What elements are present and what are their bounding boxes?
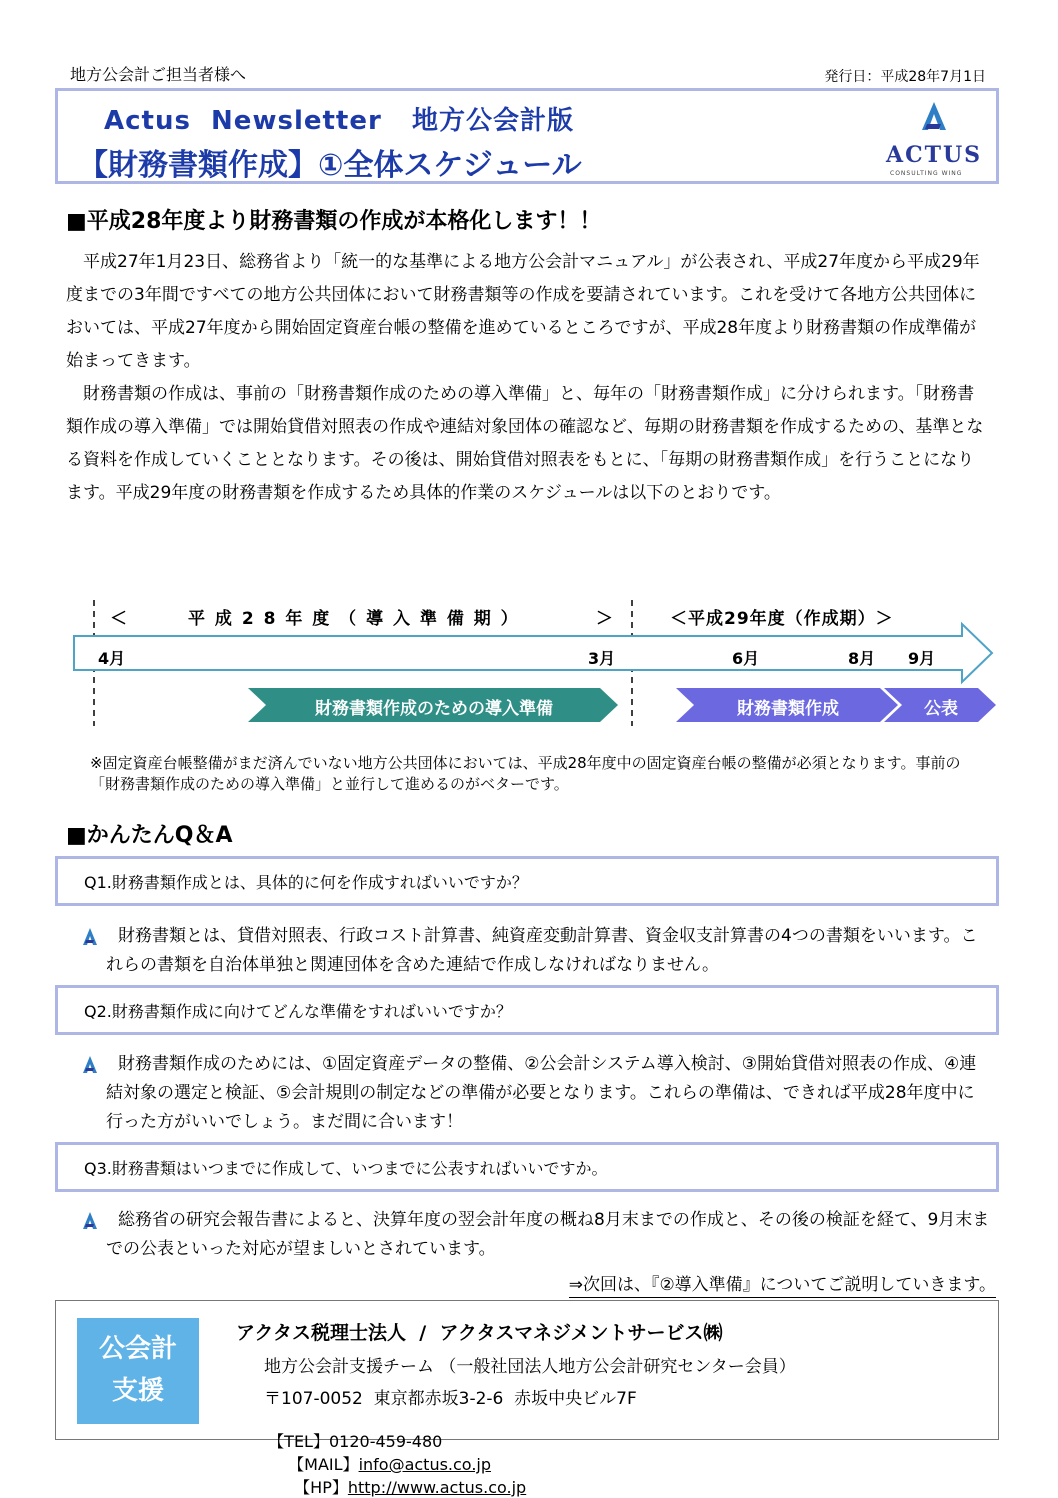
logo-wordmark: ACTUS (886, 142, 983, 168)
schedule-timeline (70, 596, 1000, 736)
actus-a-icon (80, 1055, 100, 1075)
footer-address: 〒107-0052 東京都赤坂3-2-6 赤坂中央ビル7F (264, 1389, 637, 1409)
tel-number: 0120-459-480 (328, 1432, 443, 1451)
month-label: 3月 (588, 649, 616, 668)
footer-contact (258, 1410, 526, 1498)
hp-link[interactable]: http://www.actus.co.jp (347, 1478, 527, 1497)
next-issue-underline (569, 1297, 996, 1298)
addressee: 地方公会計ご担当者様へ (70, 65, 247, 84)
next-issue-note (569, 1270, 996, 1295)
question-text: Q2.財務書類作成に向けてどんな準備をすればいいですか？ (84, 1001, 512, 1021)
badge-line: 公会計 (98, 1334, 177, 1364)
logo-tagline: CONSULTING WING (890, 170, 963, 177)
phase-prep-label: 財務書類作成のための導入準備 (315, 699, 553, 719)
newsletter-title: Actus Newsletter 地方公会計版 (104, 106, 574, 136)
public-accounting-support-badge (77, 1318, 199, 1424)
answer-text: 総務省の研究会報告書によると、決算年度の翌会計年度の概ね8月末までの作成と、その後の検証を経て、9月末までの公表といった対応が望ましいとされています。 (106, 1210, 990, 1259)
mail-label: 【MAIL】 (288, 1455, 359, 1474)
period1-open: ＜ (110, 609, 129, 629)
qa-heading: ■かんたんQ＆A (66, 823, 233, 848)
badge-line: 支援 (111, 1376, 164, 1406)
period1-close: ＞ (596, 609, 615, 629)
question-box (55, 1142, 999, 1192)
actus-a-icon (80, 1211, 100, 1231)
phase-publish-label: 公表 (924, 699, 958, 719)
mail-link[interactable]: info@actus.co.jp (358, 1455, 491, 1474)
question-text: Q1.財務書類作成とは、具体的に何を作成すればいいですか？ (84, 872, 528, 892)
footer-organization: アクタス税理士法人 / アクタスマネジメントサービス㈱ (236, 1322, 723, 1344)
month-label: 8月 (848, 649, 876, 668)
period2-label: ＜平成29年度（作成期）＞ (670, 609, 894, 629)
intro-paragraph: 財務書類の作成は、事前の「財務書類作成のための導入準備」と、毎年の「財務書類作成」に分けられます。「財務書類作成の導入準備」では開始貸借対照表の作成や連結対象団体の確認など、毎期の財務書類を作成するための、基準となる資料を作成していくこととなります。その後は、開始貸借対照表をもとに、「毎期の財務書類作成」を行うことになります。平成29年度の財務書類を作成するため具体的作業のスケジュールは以下のとおりです。 (66, 384, 984, 503)
actus-logo (880, 98, 988, 180)
period1-label: 平 成 2 8 年 度 （ 導 入 準 備 期 ） (188, 609, 520, 629)
footer-team: 地方公会計支援チーム （一般社団法人地方公会計研究センター会員） (264, 1357, 796, 1377)
next-issue-text: ⇒次回は、『②導入準備』についてご説明していきます。 (568, 1275, 996, 1295)
question-box (55, 985, 999, 1035)
answer-block (80, 1206, 990, 1264)
schedule-note: ※固定資産台帳整備がまだ済んでいない地方公共団体においては、平成28年度中の固定資産台帳の整備が必須となります。事前の「財務書類作成のための導入準備」と並行して進めるのがベターです。 (90, 754, 961, 793)
question-text: Q3.財務書類はいつまでに作成して、いつまでに公表すればいいですか。 (84, 1158, 608, 1178)
intro-body (66, 246, 990, 510)
month-label: 6月 (732, 649, 760, 668)
question-box (55, 856, 999, 906)
answer-text: 財務書類作成のためには、①固定資産データの整備、②公会計システム導入検討、③開始貸借対照表の作成、④連結対象の選定と検証、⑤会計規則の制定などの準備が必要となります。これらの準備は、できれば平成28年度中に行った方がいいでしょう。まだ間に合います！ (106, 1054, 977, 1132)
issue-date: 発行日：平成28年7月1日 (824, 69, 986, 85)
section-heading: ■平成28年度より財務書類の作成が本格化します！！ (66, 209, 602, 234)
tel-label: 【TEL】 (268, 1432, 329, 1451)
answer-text: 財務書類とは、貸借対照表、行政コスト計算書、純資産変動計算書、資金収支計算書の4つの書類をいいます。これらの書類を自治体単独と関連団体を含めた連結で作成しなければなりません。 (106, 926, 978, 975)
actus-a-mark-icon (880, 98, 988, 142)
answer-block (80, 1050, 990, 1137)
hp-label: 【HP】 (294, 1478, 348, 1497)
phase-create-label: 財務書類作成 (737, 699, 839, 719)
answer-block (80, 922, 990, 980)
month-label: 9月 (908, 649, 936, 668)
actus-a-icon (80, 927, 100, 947)
newsletter-subtitle: 【財務書類作成】①全体スケジュール (78, 148, 582, 183)
month-label: 4月 (98, 649, 126, 668)
intro-paragraph: 平成27年1月23日、総務省より「統一的な基準による地方公会計マニュアル」が公表され、平成27年度から平成29年度までの3年間ですべての地方公共団体において財務書類等の作成を要請されています。これを受けて各地方公共団体においては、平成27年度から開始固定資産台帳の整備を進めているところですが、平成28年度より財務書類の作成準備が始まってきます。 (66, 252, 980, 371)
